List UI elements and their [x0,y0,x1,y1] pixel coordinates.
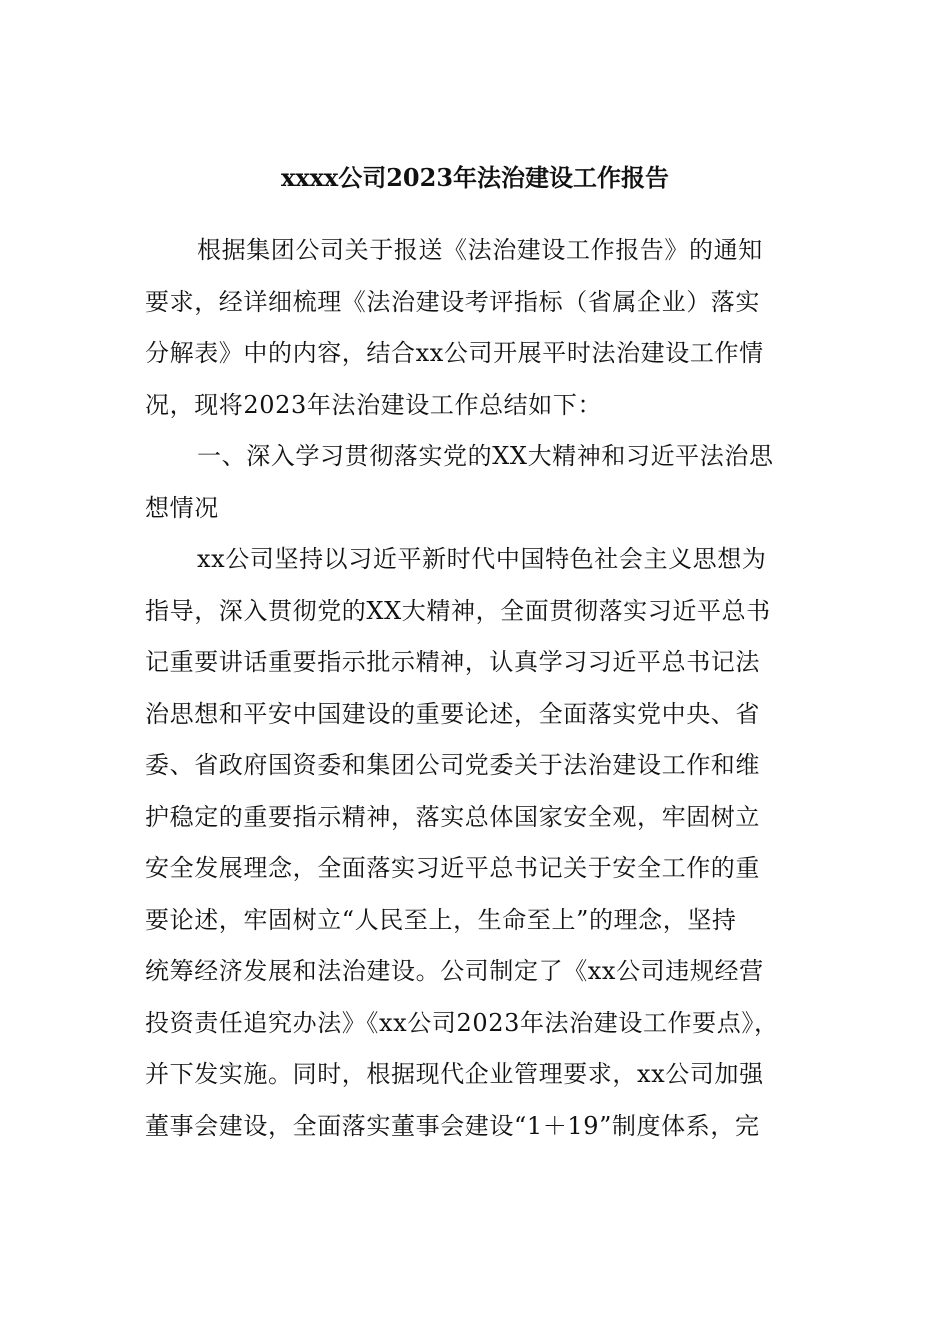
body-text-line: 况，现将2023年法治建设工作总结如下： [145,390,603,419]
body-text-line: 委、省政府国资委和集团公司党委关于法治建设工作和维 [145,751,760,779]
body-text-line: 记重要讲话重要指示批示精神，认真学习习近平总书记法 [145,648,760,676]
body-text-line: 要论述，牢固树立“人民至上，生命至上”的理念，坚持 [145,905,737,934]
document-body [145,232,825,1159]
body-text-line: 指导，深入贯彻党的XX大精神，全面贯彻落实习近平总书 [145,596,771,625]
body-text-line: 安全发展理念，全面落实习近平总书记关于安全工作的重 [145,854,760,882]
body-text-line: 投资责任追究办法》《xx公司2023年法治建设工作要点》， [145,1008,779,1037]
body-text-line: 要求，经详细梳理《法治建设考评指标（省属企业）落实 [145,287,760,316]
body-text-line: 分解表》中的内容，结合xx公司开展平时法治建设工作情 [145,339,764,367]
body-text-line: xx公司坚持以习近平新时代中国特色社会主义思想为 [197,545,767,573]
body-text-line: 统筹经济发展和法治建设。公司制定了《xx公司违规经营 [145,957,764,985]
body-text-line: 根据集团公司关于报送《法治建设工作报告》的通知 [197,236,763,264]
document-title: xxxx公司2023年法治建设工作报告 [280,163,670,192]
body-text-line: 治思想和平安中国建设的重要论述，全面落实党中央、省 [145,699,760,728]
body-text-line: 一、深入学习贯彻落实党的XX大精神和习近平法治思 [197,442,774,470]
body-text-line: 想情况 [145,493,219,522]
body-text-line: 护稳定的重要指示精神，落实总体国家安全观，牢固树立 [145,802,760,831]
body-text-line: 并下发实施。同时，根据现代企业管理要求，xx公司加强 [145,1060,764,1088]
body-text-line: 董事会建设，全面落实董事会建设“1＋19”制度体系，完 [145,1111,760,1140]
